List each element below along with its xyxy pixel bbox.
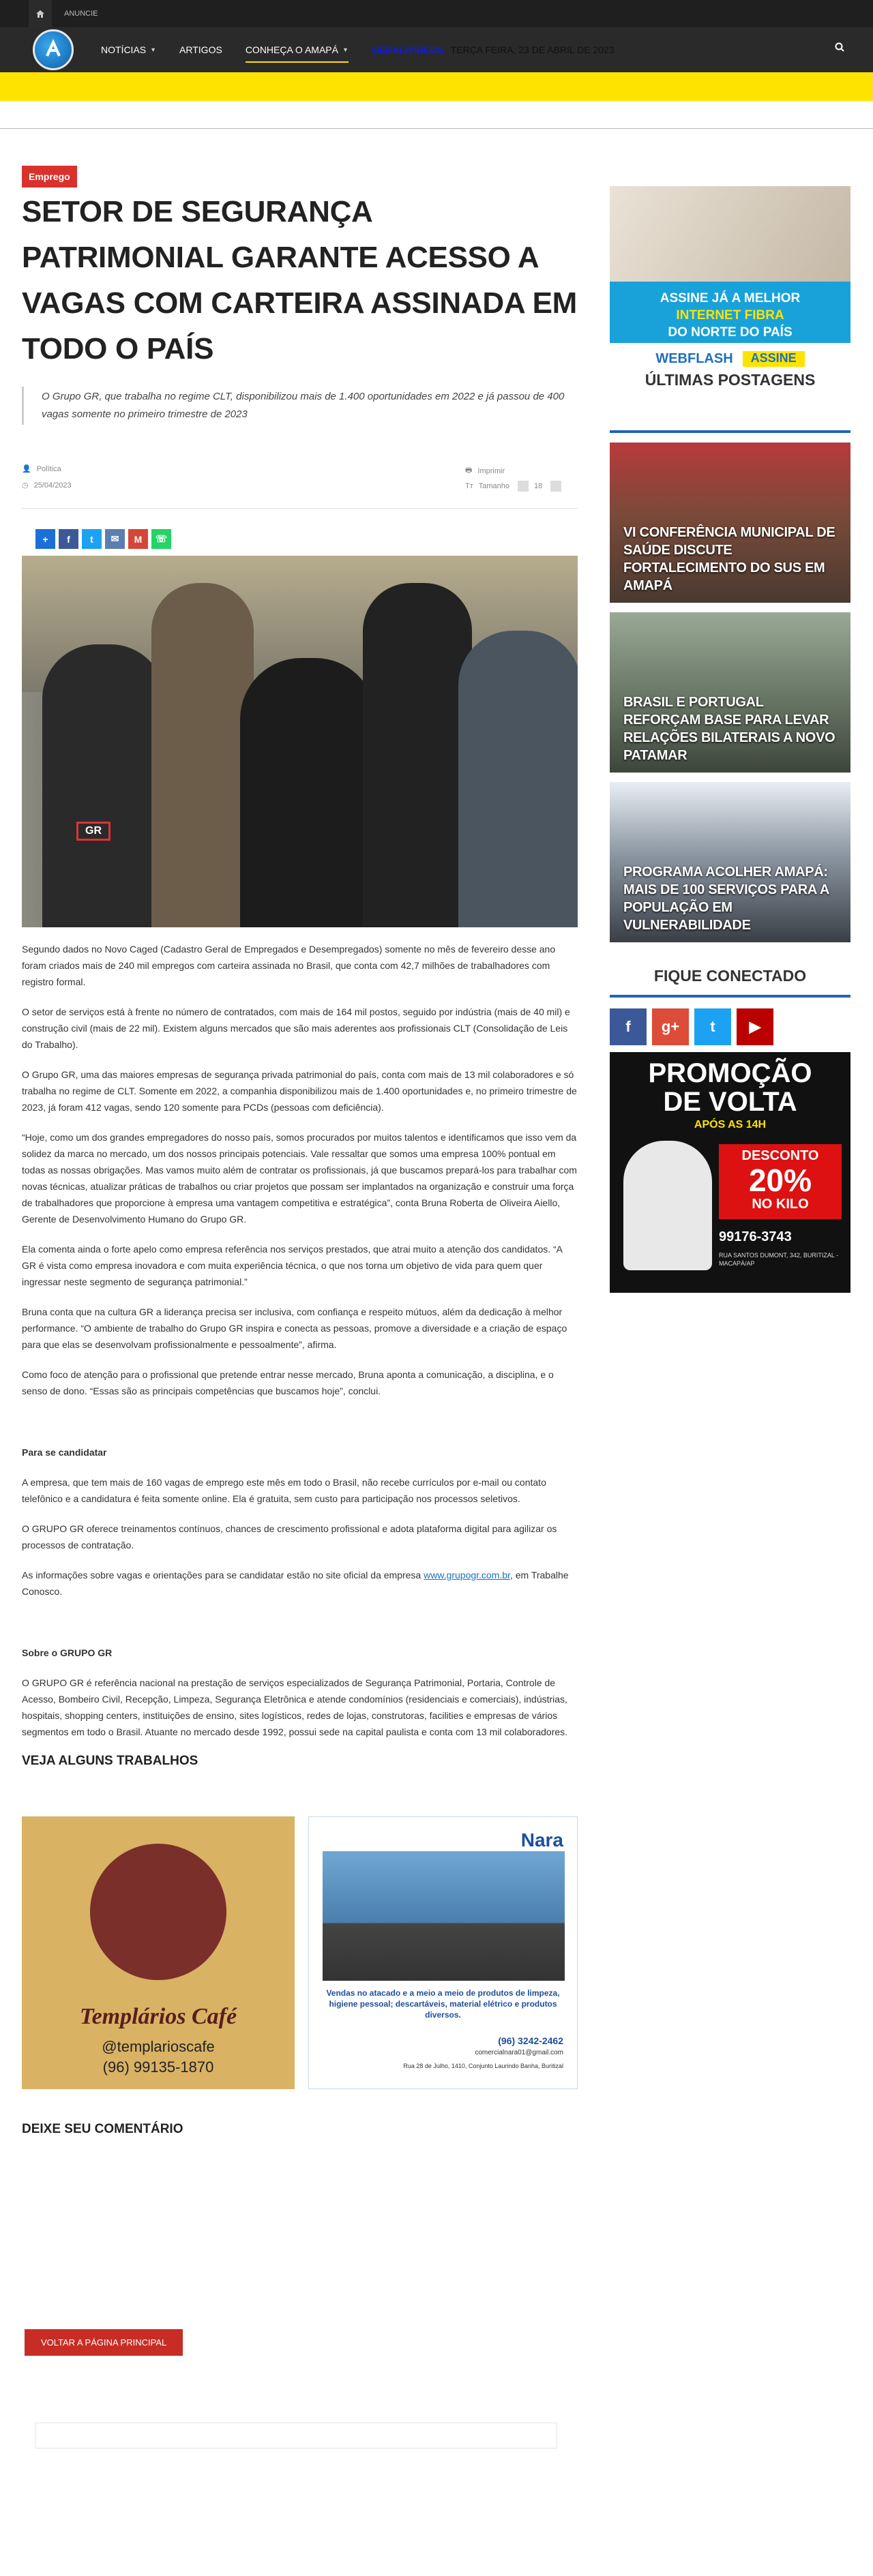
facebook-icon[interactable]: f bbox=[610, 1008, 647, 1045]
article-body bbox=[22, 941, 578, 1740]
promo-phone: 99176-3743 bbox=[719, 1229, 792, 1244]
article-meta bbox=[22, 460, 578, 508]
connect-heading: FIQUE CONECTADO bbox=[653, 967, 807, 985]
templarios-phone: (96) 99135-1870 bbox=[102, 2058, 214, 2076]
ticker-label[interactable]: GERAL/VÍDEOS bbox=[371, 44, 444, 55]
article-photo bbox=[22, 556, 578, 927]
main-nav bbox=[0, 27, 873, 72]
post-title: PROGRAMA ACOLHER AMAPÁ: MAIS DE 100 SERVIÇOS PARA A POPULAÇÃO EM VULNERABILIDADE bbox=[623, 865, 829, 933]
fiber-ad[interactable] bbox=[610, 186, 850, 343]
guard-figure bbox=[458, 631, 578, 927]
share-buttons bbox=[35, 529, 578, 549]
whatsapp-icon[interactable]: ☏ bbox=[151, 529, 171, 549]
user-icon: 👤 bbox=[22, 465, 31, 473]
paragraph: O Grupo GR, uma das maiores empresas de segurança privada patrimonial do país, conta com mais de 13 mil colaboradores e só trabalha no regime de CLT. Somente em 2022, a companhia disponibilizou mais de 1.400 oportunidades e, no primeiro trimestre de 2023, já foram 412 vagas, sendo 120 somente para PCDs (pessoas com deficiência). bbox=[22, 1069, 577, 1113]
top-bar bbox=[0, 0, 873, 27]
clock-icon: ◷ bbox=[22, 481, 29, 490]
date-row bbox=[22, 481, 72, 490]
post-card[interactable] bbox=[610, 612, 850, 773]
back-home-button[interactable]: VOLTAR A PÁGINA PRINCIPAL bbox=[25, 2329, 183, 2356]
guard-figure bbox=[42, 644, 165, 927]
nav-artigos[interactable]: ARTIGOS bbox=[179, 44, 222, 55]
coffee-cup-icon bbox=[90, 1844, 226, 1980]
nara-logo: Nara bbox=[520, 1829, 563, 1851]
text-size-icon: Tт bbox=[465, 482, 473, 490]
meta-divider bbox=[22, 508, 578, 509]
ad-photo bbox=[610, 186, 850, 282]
templarios-instagram: @templarioscafe bbox=[102, 2038, 215, 2055]
paragraph: Como foco de atenção para o profissional que pretende entrar nesse mercado, Bruna aponta a comunicação, a disciplina, e o senso de dono. “Essas são as principais competências que buscamos hoje”, conclui. bbox=[22, 1369, 554, 1396]
search-icon[interactable] bbox=[835, 42, 844, 55]
author[interactable]: Política bbox=[36, 464, 61, 473]
paragraph-info: As informações sobre vagas e orientações para se candidatar estão no site oficial da empresa www.grupogr.com.br, em Trabalhe Conosco. bbox=[22, 1570, 569, 1597]
paragraph: O setor de serviços está à frente no número de contratados, com mais de 164 mil postos, seguido por indústria (mais de 40 mil) e construção civil (mais de 22 mil). Existem alguns mercados que são mais aderentes aos profissionais CLT (Consolidação de Leis do Trabalho). bbox=[22, 1006, 570, 1050]
twitter-icon[interactable]: t bbox=[82, 529, 102, 549]
section-divider bbox=[610, 430, 850, 433]
article-lead: O Grupo GR, que trabalha no regime CLT, disponibilizou mais de 1.400 oportunidades em 2022 e já passou de 400 vagas somente no primeiro trimestre de 2023 bbox=[22, 387, 574, 425]
paragraph: A empresa, que tem mais de 160 vagas de emprego este mês em todo o Brasil, não recebe currículos por e-mail ou contato telefônico e a candidatura é feita somente online. Ela é gratuita, sem custo para participação nos processos seletivos. bbox=[22, 1477, 546, 1504]
author-row bbox=[22, 464, 61, 473]
promo-hours: APÓS AS 14H bbox=[694, 1119, 767, 1130]
chevron-down-icon: ▼ bbox=[150, 46, 157, 53]
guard-figure bbox=[151, 583, 254, 927]
post-card[interactable] bbox=[610, 443, 850, 603]
fiber-ad-brand bbox=[610, 351, 850, 367]
gr-logo: GR bbox=[76, 822, 110, 841]
print-button[interactable]: 🖶 Imprimir bbox=[465, 464, 505, 477]
nav-noticias[interactable]: NOTÍCIAS ▼ bbox=[101, 44, 157, 55]
yellow-banner bbox=[0, 72, 873, 101]
guard-figure bbox=[240, 658, 376, 927]
paragraph: “Hoje, como um dos grandes empregadores do nosso país, somos procurados por muitos talentos e identificamos que isso vem da solidez da marca no mercado, um dos nossos principais potenciais. Vale ressaltar que somos uma empresa 100% pontual em todas as nossas obrigações. Mas vamos muito além de contratar os profissionais, já que buscamos prepará-los para trabalhar com novas técnicas, atualizar práticas de trabalhos ou criar projetos que possam ser implantados na organização e construir uma força de trabalhadores que proporcione à empresa uma vantagem competitiva e estratégica”, conta Bruna Roberta de Oliveira Aiello, Gerente de Desenvolvimento Humano do Grupo GR. bbox=[22, 1132, 577, 1225]
templarios-ad[interactable] bbox=[22, 1816, 295, 2089]
sidebar bbox=[610, 129, 850, 1293]
works-gallery bbox=[22, 1816, 578, 2089]
email-icon[interactable]: ✉ bbox=[105, 529, 125, 549]
publish-date: 25/04/2023 bbox=[33, 481, 72, 490]
ticker-date: TERÇA FEIRA, 23 DE ABRIL DE 2023 bbox=[450, 44, 615, 55]
site-logo[interactable] bbox=[33, 29, 74, 70]
ad-text: ASSINE JÁ A MELHOR INTERNET FIBRA DO NORTE DO PAÍS bbox=[660, 291, 801, 340]
latest-heading: ÚLTIMAS POSTAGENS bbox=[645, 371, 816, 389]
font-size-tool: Tт Tamanho 18 bbox=[465, 481, 561, 492]
nara-address: Rua 28 de Julho, 1410, Conjunto Laurindo Banha, Buritizal bbox=[403, 2063, 563, 2069]
paragraph: Bruna conta que na cultura GR a liderança precisa ser inclusiva, com confiança e respeito mútuos, além da dedicação à melhor performance. “O ambiente de trabalho do Grupo GR inspira e conecta as pessoas, promove a diversidade e a criação de espaço para que elas se desenvolvam profissionalmente e pessoalmente”, afirma. bbox=[22, 1306, 567, 1350]
nara-ad[interactable] bbox=[308, 1816, 578, 2089]
font-decrease-button[interactable] bbox=[518, 481, 529, 492]
font-size-value: 18 bbox=[534, 482, 543, 490]
nara-phone: (96) 3242-2462 bbox=[498, 2035, 563, 2046]
share-add-icon[interactable]: + bbox=[35, 529, 55, 549]
paragraph: Ela comenta ainda o forte apelo como empresa referência nos serviços prestados, que atrai muito a atenção dos candidatos. “A GR é vista como empresa inovadora e com muita experiência técnica, o que nos torna um objetivo de vida para quem quer ingressar neste segmento de segurança patrimonial.” bbox=[22, 1244, 563, 1287]
promo-ad[interactable] bbox=[610, 1052, 850, 1293]
article-title: SETOR DE SEGURANÇA PATRIMONIAL GARANTE ACESSO A VAGAS COM CARTEIRA ASSINADA EM TODO O PAÍS bbox=[22, 195, 577, 365]
anuncie-link[interactable]: ANUNCIE bbox=[64, 10, 98, 18]
section-divider bbox=[610, 995, 850, 998]
paragraph: O GRUPO GR oferece treinamentos contínuos, chances de crescimento profissional e adota plataforma digital para agilizar os processos de contratação. bbox=[22, 1523, 557, 1551]
post-title: BRASIL E PORTUGAL REFORÇAM BASE PARA LEVAR RELAÇÕES BILATERAIS A NOVO PATAMAR bbox=[623, 695, 835, 763]
nav-conheca-amapa[interactable]: CONHEÇA O AMAPÁ ▼ bbox=[246, 27, 349, 72]
promo-discount: DESCONTO 20% NO KILO bbox=[719, 1144, 842, 1219]
paragraph: Segundo dados no Novo Caged (Cadastro Geral de Empregados e Desempregados) somente no mês de fevereiro desse ano foram criados mais de 240 mil empregos com carteira assinada no Brasil, que conta com 42,7 milhões de trabalhadores com registro formal. bbox=[22, 944, 556, 987]
promo-address: RUA SANTOS DUMONT, 342, BURITIZAL - MACAPÁ/AP bbox=[719, 1252, 839, 1267]
gmail-icon[interactable]: M bbox=[128, 529, 148, 549]
paragraph: O GRUPO GR é referência nacional na prestação de serviços especializados de Segurança Patrimonial, Portaria, Controle de Acesso, Bombeiro Civil, Recepção, Limpeza, Segurança Eletrônica e atende condomínios (residenciais e comerciais), indústrias, hospitais, shopping centers, instituições de ensino, sites logísticos, redes de lojas, construtoras, facilities e empresas de vários segmentos em todo o Brasil. Atuante no mercado desde 1992, possui sede na capital paulista e conta com 13 mil colaboradores. bbox=[22, 1677, 568, 1737]
facebook-icon[interactable]: f bbox=[59, 529, 78, 549]
comment-heading: DEIXE SEU COMENTÁRIO bbox=[22, 2122, 183, 2136]
back-button-wrap bbox=[25, 2329, 578, 2356]
subheading: Sobre o GRUPO GR bbox=[22, 1647, 113, 1658]
social-links bbox=[610, 1008, 850, 1045]
comment-box[interactable] bbox=[35, 2423, 557, 2448]
post-title: VI CONFERÊNCIA MUNICIPAL DE SAÚDE DISCUTE FORTALECIMENTO DO SUS EM AMAPÁ bbox=[623, 525, 835, 593]
chevron-down-icon: ▼ bbox=[342, 46, 349, 53]
nara-desc: Vendas no atacado e a meio a meio de produtos de limpeza, higiene pessoal; descartáveis, material elétrico e produtos diversos. bbox=[326, 1988, 560, 2020]
guard-figure bbox=[363, 583, 472, 927]
category-badge[interactable]: Emprego bbox=[22, 166, 77, 188]
webflash-logo: WEBFLASH bbox=[655, 351, 733, 366]
templarios-name: Templários Café bbox=[79, 2004, 237, 2029]
promo-title: PROMOÇÃO DE VOLTA bbox=[648, 1058, 812, 1117]
post-card[interactable] bbox=[610, 782, 850, 942]
news-ticker bbox=[372, 44, 615, 55]
subheading: Para se candidatar bbox=[22, 1447, 107, 1458]
print-icon: 🖶 bbox=[465, 466, 473, 475]
article-column bbox=[22, 129, 578, 2448]
nara-email: comercialnara01@gmail.com bbox=[475, 2049, 563, 2056]
works-heading: VEJA ALGUNS TRABALHOS bbox=[22, 1754, 198, 1768]
home-icon[interactable] bbox=[29, 0, 52, 27]
ad-cta[interactable]: ASSINE bbox=[743, 351, 805, 367]
company-link[interactable]: www.grupogr.com.br bbox=[424, 1570, 510, 1581]
font-increase-button[interactable] bbox=[550, 481, 561, 492]
twitter-icon[interactable]: t bbox=[694, 1008, 731, 1045]
nara-storefront bbox=[323, 1851, 565, 1981]
google-plus-icon[interactable]: g+ bbox=[652, 1008, 689, 1045]
youtube-icon[interactable]: ▶ bbox=[737, 1008, 773, 1045]
chef-illustration bbox=[623, 1141, 712, 1270]
